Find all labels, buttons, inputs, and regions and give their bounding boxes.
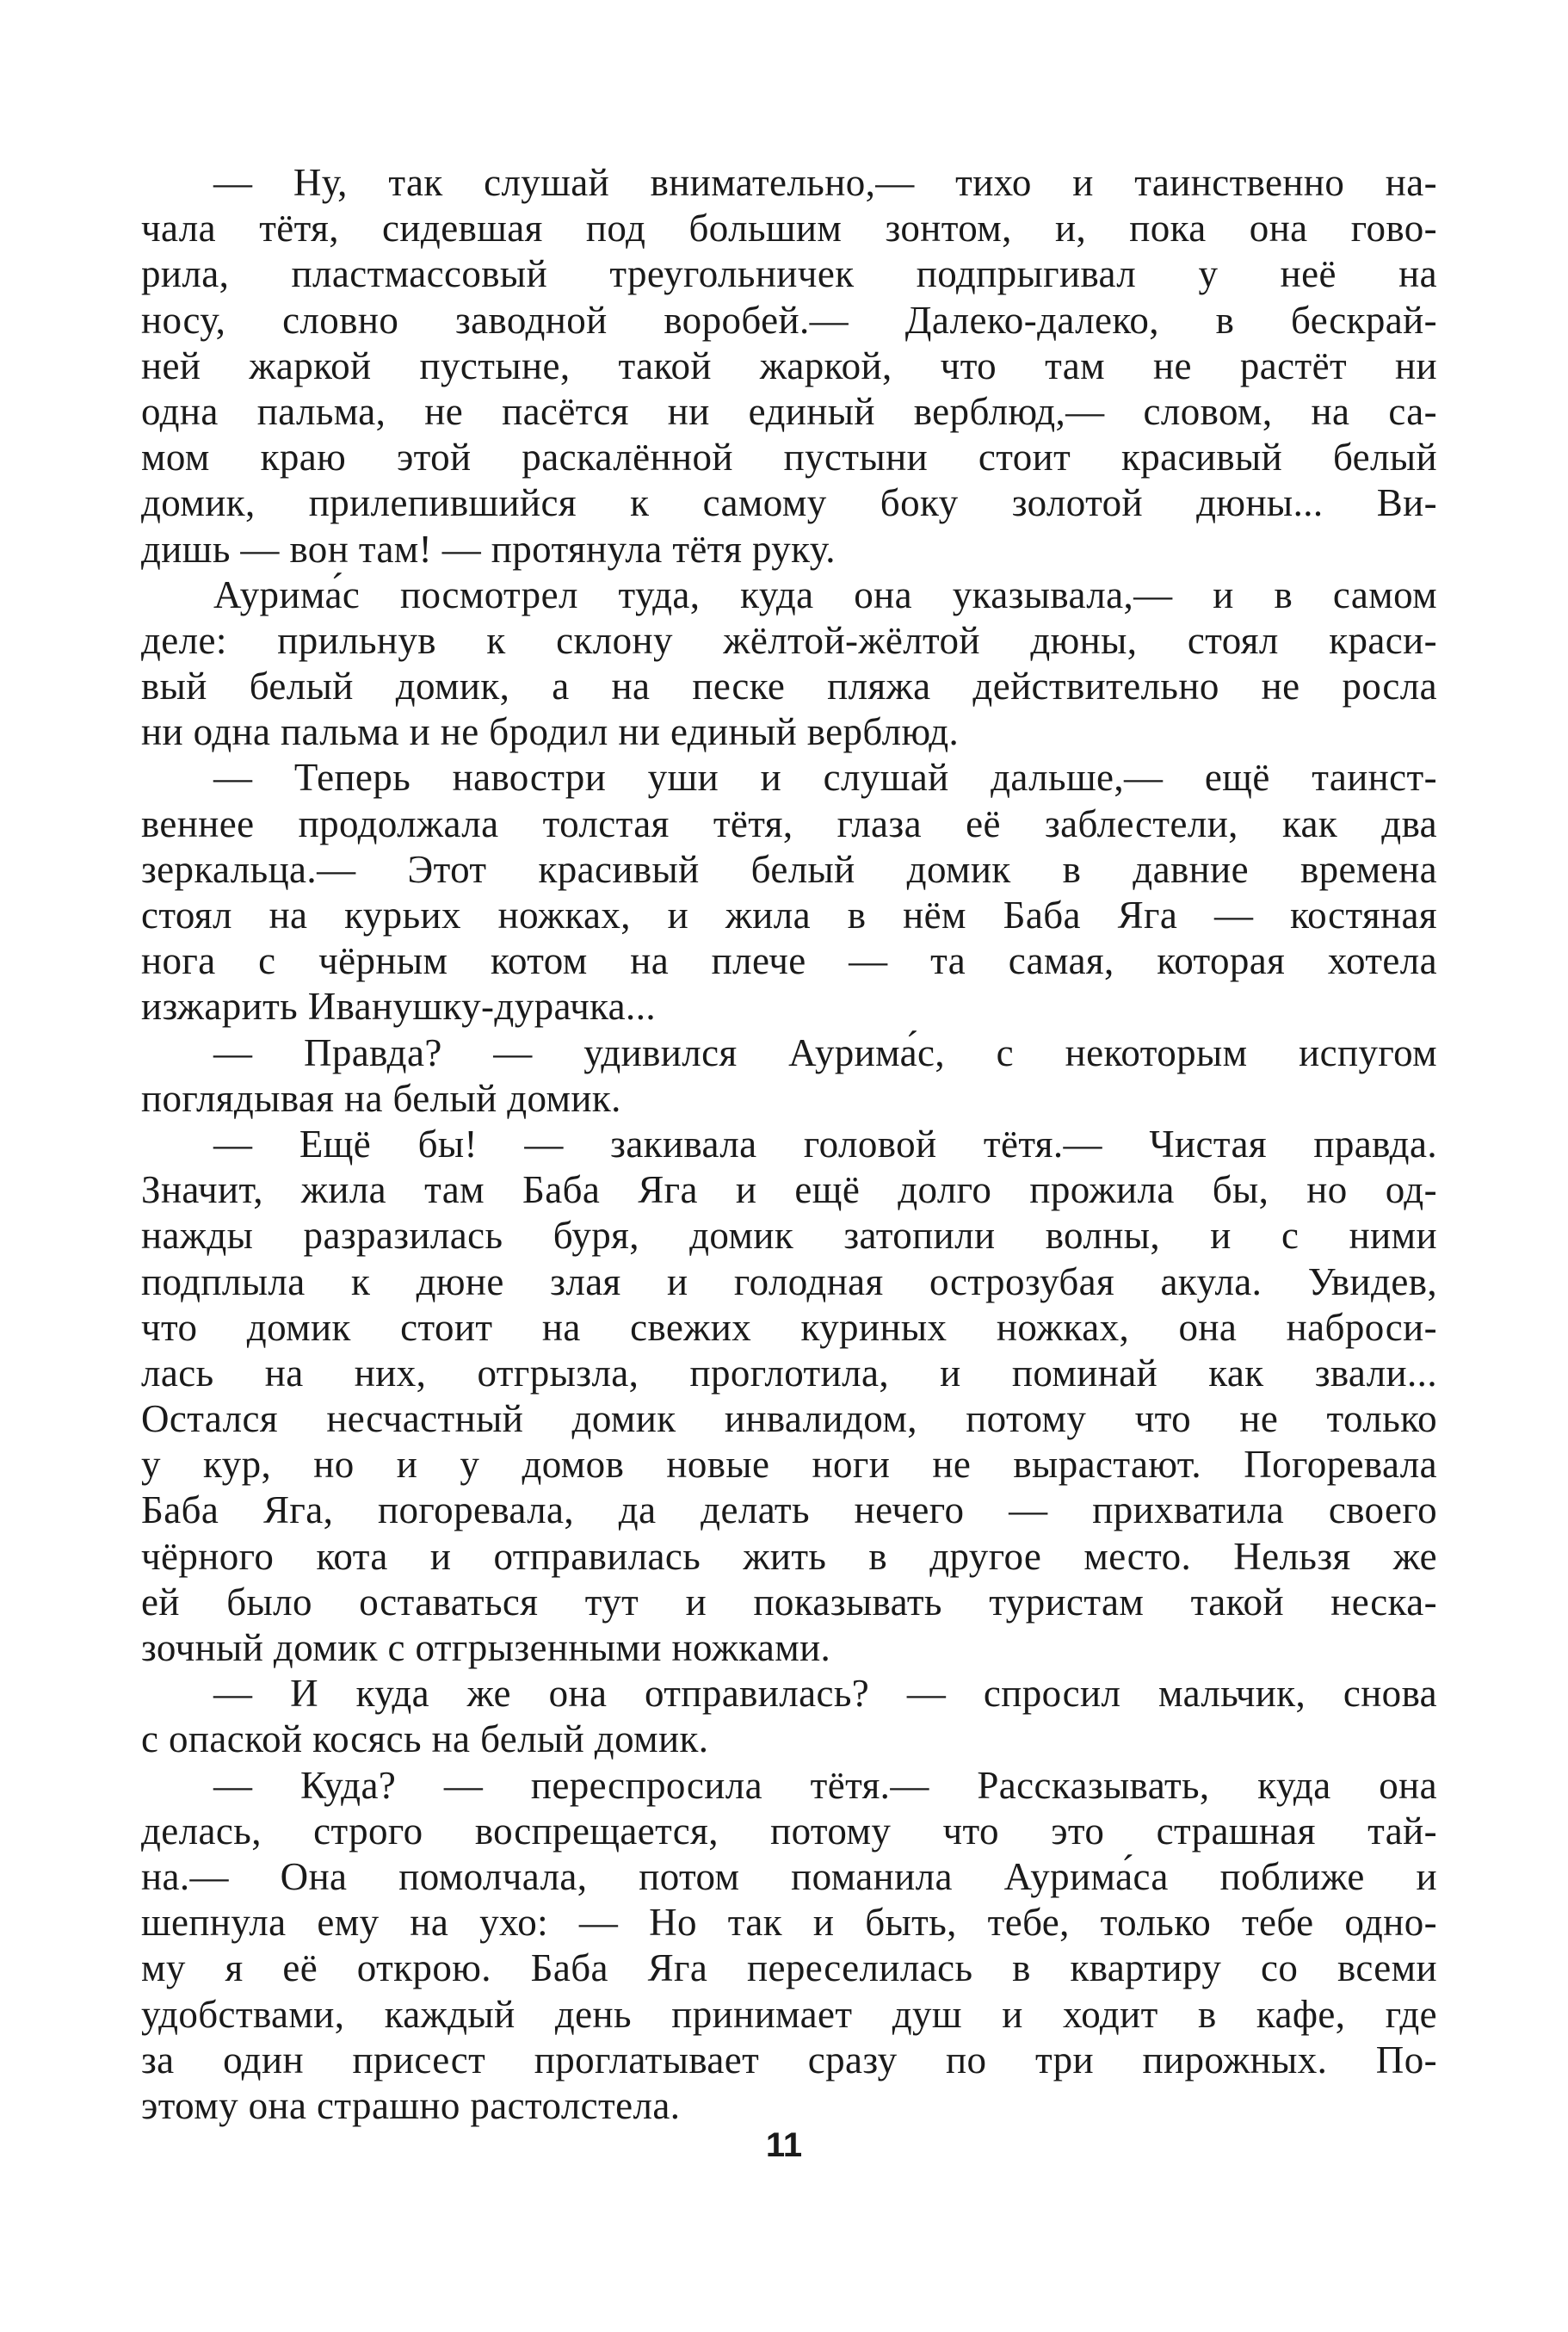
text-line: — Ещё бы! — закивала головой тётя.— Чистая правда. <box>213 1122 1437 1166</box>
text-line: Аурима́с посмотрел туда, куда она указывала,— и в самом <box>213 572 1437 616</box>
text-line: зочный домик с отгрызенными ножками. <box>141 1626 831 1669</box>
text-line: рила, пластмассовый треугольничек подпрыгивал у неё на <box>141 252 1437 296</box>
text-line: нога с чёрным котом на плече — та самая, которая хотела <box>141 939 1437 983</box>
text-line: ей было оставаться тут и показывать туристам такой неска- <box>141 1580 1437 1624</box>
text-line: веннее продолжала толстая тётя, глаза её заблестели, как два <box>141 801 1437 845</box>
text-line: этому она страшно растолстела. <box>141 2083 681 2127</box>
text-line: — И куда же она отправилась? — спросил мальчик, снова <box>213 1672 1437 1716</box>
text-line: шепнула ему на ухо: — Но так и быть, тебе, только тебе одно- <box>141 1901 1437 1945</box>
text-line: у кур, но и у домов новые ноги не вырастают. Погоревала <box>141 1443 1437 1487</box>
text-line: Значит, жила там Баба Яга и ещё долго прожила бы, но од- <box>141 1168 1437 1212</box>
text-line: деле: прильнув к склону жёлтой-жёлтой дюны, стоял краси- <box>141 618 1437 662</box>
text-line: домик, прилепившийся к самому боку золотой дюны... Ви- <box>141 481 1437 525</box>
text-line: чёрного кота и отправилась жить в другое место. Нельзя же <box>141 1534 1437 1578</box>
text-line: носу, словно заводной воробей.— Далеко-далеко, в бескрай- <box>141 298 1437 342</box>
text-line: стоял на курьих ножках, и жила в нём Баба Яга — костяная <box>141 894 1437 937</box>
text-line: Баба Яга, погоревала, да делать нечего — прихватила своего <box>141 1488 1437 1532</box>
text-line: зеркальца.— Этот красивый белый домик в давние времена <box>141 847 1437 891</box>
story-text <box>141 160 1437 2129</box>
text-line: мом краю этой раскалённой пустыни стоит красивый белый <box>141 436 1437 479</box>
text-line: удобствами, каждый день принимает душ и ходит в кафе, где <box>141 1992 1437 2036</box>
text-line: на.— Она помолчала, потом поманила Аурима́са поближе и <box>141 1854 1437 1898</box>
text-line: лась на них, отгрызла, проглотила, и поминай как звали... <box>141 1351 1437 1395</box>
text-line: нажды разразилась буря, домик затопили волны, и с ними <box>141 1214 1437 1258</box>
text-line: — Теперь навостри уши и слушай дальше,— ещё таинст- <box>213 756 1437 800</box>
text-line: дишь — вон там! — протянула тётя руку. <box>141 527 836 571</box>
text-line: с опаской косясь на белый домик. <box>141 1717 709 1761</box>
text-line: чала тётя, сидевшая под большим зонтом, и, пока она гово- <box>141 207 1437 251</box>
page-number: 11 <box>765 2126 803 2164</box>
text-line: ней жаркой пустыне, такой жаркой, что там не растёт ни <box>141 343 1437 387</box>
text-line: ни одна пальма и не бродил ни единый верблюд. <box>141 710 960 754</box>
text-line: за один присест проглатывает сразу по три пирожных. По- <box>141 2038 1437 2081</box>
text-line: — Правда? — удивился Аурима́с, с некоторым испугом <box>213 1030 1437 1074</box>
text-line: подплыла к дюне злая и голодная острозубая акула. Увидев, <box>141 1259 1437 1303</box>
text-line: — Ну, так слушай внимательно,— тихо и таинственно на- <box>213 161 1437 204</box>
text-line: что домик стоит на свежих куриных ножках, она наброси- <box>141 1305 1437 1349</box>
text-line: делась, строго воспрещается, потому что это страшная тай- <box>141 1809 1437 1853</box>
text-line: вый белый домик, а на песке пляжа действительно не росла <box>141 665 1437 708</box>
text-line: Остался несчастный домик инвалидом, потому что не только <box>141 1397 1437 1441</box>
text-line: му я её открою. Баба Яга переселилась в квартиру со всеми <box>141 1946 1437 1990</box>
text-line: изжарить Иванушку-дурачка... <box>141 985 657 1029</box>
text-line: — Куда? — переспросила тётя.— Рассказывать, куда она <box>213 1763 1437 1807</box>
text-line: одна пальма, не пасётся ни единый верблюд,— словом, на са- <box>141 389 1437 433</box>
text-line: поглядывая на белый домик. <box>141 1076 621 1120</box>
